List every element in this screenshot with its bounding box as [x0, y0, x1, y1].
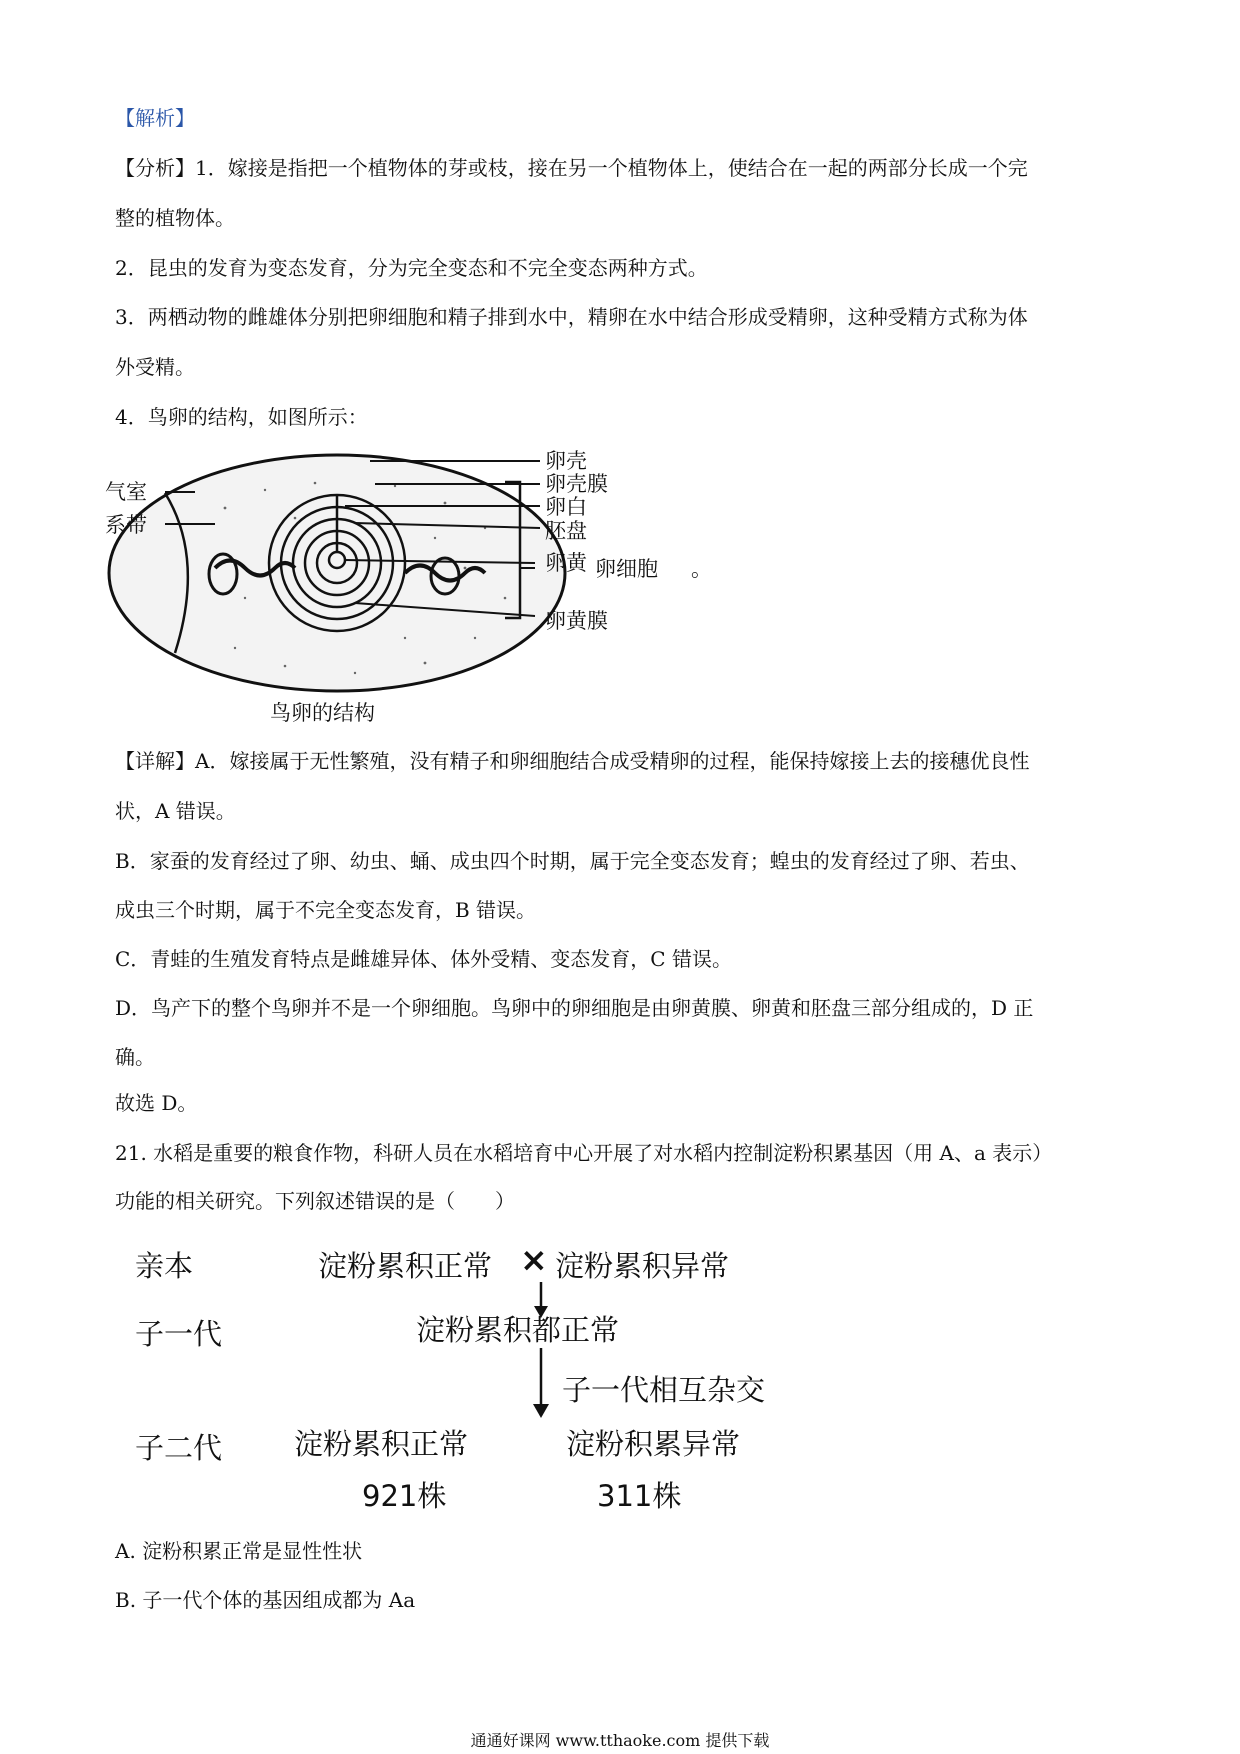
cross-symbol: × [520, 1240, 548, 1279]
option-a: A. 淀粉积累正常是显性性状 [115, 1539, 363, 1563]
diagram-caption: 鸟卵的结构 [270, 701, 375, 725]
parent-normal: 淀粉累积正常 [318, 1249, 493, 1283]
page-footer: 通通好课网 www.tthaoke.com 提供下载 [470, 1731, 770, 1750]
paragraph-line: 3．两栖动物的雌雄体分别把卵细胞和精子排到水中，精卵在水中结合形成受精卵，这种受精方式称为体 [115, 305, 1028, 329]
f2-abnormal-count: 311株 [597, 1479, 682, 1513]
detail-line: D．鸟产下的整个鸟卵并不是一个卵细胞。鸟卵中的卵细胞是由卵黄膜、卵黄和胚盘三部分组成的，D 正 [115, 996, 1034, 1020]
f2-normal-count: 921株 [362, 1479, 447, 1513]
arrow-note: 子一代相互杂交 [562, 1373, 766, 1407]
question-line: 功能的相关研究。下列叙述错误的是（ ） [115, 1189, 515, 1213]
label-trailing-period: 。 [691, 557, 712, 581]
detail-line: 成虫三个时期，属于不完全变态发育，B 错误。 [115, 898, 537, 922]
parent-label: 亲本 [135, 1249, 194, 1283]
detail-line: 【详解】A．嫁接属于无性繁殖，没有精子和卵细胞结合成受精卵的过程，能保持嫁接上去的接穗优良性 [115, 749, 1030, 773]
paragraph-line: 整的植物体。 [115, 206, 235, 230]
paragraph-line: 外受精。 [115, 355, 195, 379]
analysis-heading: 【解析】 [115, 106, 195, 130]
f1-label: 子一代 [135, 1317, 223, 1351]
paragraph-line: 4．鸟卵的结构，如图所示： [115, 405, 368, 429]
label-yolk: 卵黄 [545, 551, 587, 575]
egg-structure-diagram [105, 448, 745, 728]
label-air-cell: 气室 [105, 480, 147, 504]
f2-normal: 淀粉累积正常 [294, 1427, 469, 1461]
paragraph-line: 【分析】1．嫁接是指把一个植物体的芽或枝，接在另一个植物体上，使结合在一起的两部分长成一个完 [115, 156, 1028, 180]
egg-shell [109, 455, 565, 691]
label-blastodisc: 胚盘 [545, 519, 587, 543]
parent-abnormal: 淀粉累积异常 [555, 1249, 730, 1283]
detail-line: C．青蛙的生殖发育特点是雌雄异体、体外受精、变态发育，C 错误。 [115, 947, 732, 971]
label-chalaza: 系带 [105, 513, 147, 537]
option-b: B. 子一代个体的基因组成都为 Aa [115, 1588, 416, 1612]
detail-line: 故选 D。 [115, 1091, 198, 1115]
label-shell-membrane: 卵壳膜 [545, 472, 608, 496]
f1-result: 淀粉累积都正常 [416, 1313, 620, 1347]
f2-abnormal: 淀粉积累异常 [566, 1427, 741, 1461]
question-line: 21. 水稻是重要的粮食作物，科研人员在水稻培育中心开展了对水稻内控制淀粉积累基因（用 A、a 表示） [115, 1141, 1053, 1165]
detail-line: 确。 [115, 1045, 155, 1069]
label-yolk-membrane: 卵黄膜 [545, 609, 608, 633]
label-shell: 卵壳 [545, 449, 587, 473]
paragraph-line: 2．昆虫的发育为变态发育，分为完全变态和不完全变态两种方式。 [115, 256, 708, 280]
label-albumen: 卵白 [545, 495, 587, 519]
detail-line: B．家蚕的发育经过了卵、幼虫、蛹、成虫四个时期，属于完全变态发育；蝗虫的发育经过了卵、若虫、 [115, 849, 1030, 873]
detail-line: 状，A 错误。 [115, 799, 236, 823]
f2-label: 子二代 [135, 1431, 223, 1465]
label-egg-cell: 卵细胞 [595, 557, 658, 581]
